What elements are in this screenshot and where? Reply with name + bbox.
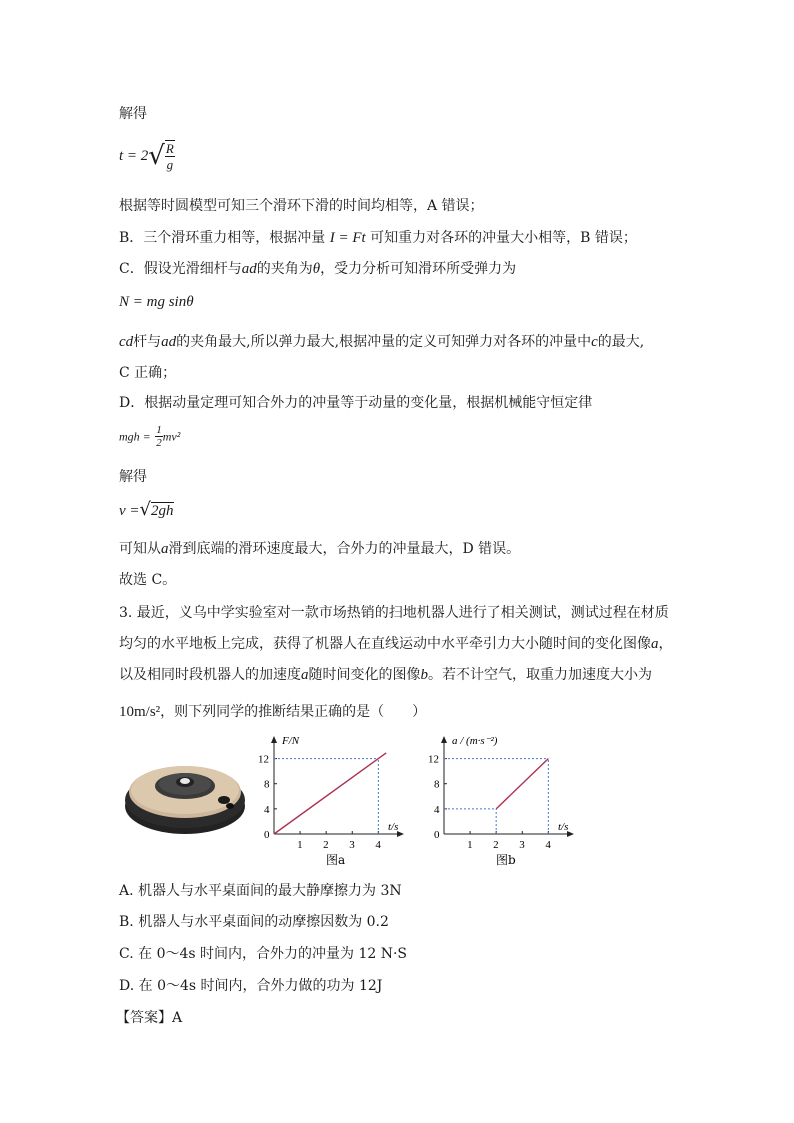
q3-2a: a (651, 636, 659, 652)
line-cd-1: cd (119, 334, 134, 350)
text-line-a: 根据等时圆模型可知三个滑环下滑的时间均相等，A 错误； (119, 198, 484, 214)
chart-b-y-arrow (441, 736, 447, 743)
chart-b-y-tick-label: 8 (434, 778, 440, 791)
question-3-line-1: 3. 最近，义乌中学实验室对一款市场热销的扫地机器人进行了相关测试，测试过程在材质 (119, 605, 669, 621)
q3-3d: 。若不计空气，取重力加速度大小为 (428, 667, 652, 683)
option-c[interactable]: C. 在 0～4s 时间内，合外力的冲量为 12 N·S (119, 946, 408, 962)
line-cd-6: 的最大, (597, 334, 645, 350)
chart-b-x-tick-label: 2 (493, 839, 499, 851)
chart-a-caption: 图a (326, 853, 346, 867)
line-b-post: 可知重力对各环的冲量大小相等，B 错误； (370, 230, 637, 246)
text-line-cd (119, 332, 644, 352)
line-c-mid: 的夹角为 (256, 261, 313, 277)
line-cd-4: 的夹角最大,所以弹力最大,根据冲量的定义可知弹力对各环的冲量中 (176, 334, 592, 350)
robot-vacuum-icon (120, 748, 250, 838)
q3-2: 均匀的水平地板上完成，获得了机器人在直线运动中水平牵引力大小随时间的变化图像 (119, 636, 651, 652)
q3-3a: a (301, 667, 309, 683)
chart-b-y-label: a / (m·s⁻²) (452, 735, 498, 747)
equation-v (119, 500, 174, 521)
text-line-v (119, 539, 520, 559)
text-c-correct: C 正确； (119, 365, 177, 381)
eq-t-left: t = 2 (119, 148, 149, 164)
question-3-line-3 (119, 665, 652, 685)
text-select: 故选 C。 (119, 572, 177, 588)
equation-n: N = mg sinθ (119, 294, 194, 310)
question-3-line-2 (119, 634, 673, 654)
chart-a-y-label: F/N (282, 735, 300, 747)
eq-mgh-left: mgh = (119, 429, 151, 444)
chart-b-y-tick-label: 12 (428, 753, 439, 766)
chart-b-x-label: t/s (558, 821, 569, 833)
eq-t-den: g (166, 157, 174, 172)
chart-b-y-tick-label: 4 (434, 803, 440, 816)
answer-label: 【答案】 (116, 1010, 172, 1026)
chart-a-x-tick-label: 1 (297, 839, 303, 851)
line-c-ad: ad (241, 261, 257, 277)
q3-3b: 随时间变化的图像 (308, 667, 421, 683)
text-jiede-1: 解得 (119, 106, 147, 122)
line-b-eq: I = Ft (329, 230, 366, 246)
line-v-a: a (161, 541, 169, 557)
chart-a-y-tick-label: 8 (264, 778, 270, 791)
text-line-b (119, 228, 637, 248)
chart-a-series-extension (378, 753, 386, 759)
eq-t-num: R (165, 141, 174, 156)
equation-mgh (119, 424, 180, 458)
chart-b-caption: 图b (496, 853, 516, 867)
q3-3c: b (420, 667, 428, 683)
chart-a-y-arrow (271, 736, 277, 743)
chart-b (422, 734, 582, 870)
line-v-post: 滑到底端的滑环速度最大，合外力的冲量最大，D 错误。 (168, 541, 521, 557)
text-jiede-2: 解得 (119, 469, 147, 485)
line-cd-3: ad (161, 334, 177, 350)
chart-a-y-tick-label: 12 (258, 753, 269, 766)
line-c-theta: θ (312, 261, 321, 277)
answer-line (116, 1008, 182, 1028)
chart-b-x-tick-label: 1 (467, 839, 473, 851)
answer-value: A (172, 1010, 183, 1026)
q3-4b: ，则下列同学的推断结果正确的是（ ） (160, 704, 427, 720)
eq-mgh-right: mv² (162, 429, 181, 444)
equation-t (119, 140, 175, 180)
line-v-pre: 可知从 (119, 541, 161, 557)
option-d[interactable]: D. 在 0～4s 时间内，合外力做的功为 12J (119, 978, 383, 994)
chart-a-origin-label: 0 (264, 829, 270, 841)
chart-b-origin-label: 0 (434, 829, 440, 841)
q3-3: 以及相同时段机器人的加速度 (119, 667, 301, 683)
option-a[interactable]: A. 机器人与水平桌面间的最大静摩擦力为 3N (119, 883, 402, 899)
eq-mgh-den: 2 (156, 437, 162, 449)
sqrt-sign: √ (148, 141, 165, 171)
q3-4a: 10m/s² (119, 704, 161, 720)
q3-2b: ， (658, 636, 673, 652)
chart-a-x-tick-label: 4 (375, 839, 381, 851)
text-line-c (119, 259, 516, 279)
option-b[interactable]: B. 机器人与水平桌面间的动摩擦因数为 0.2 (119, 914, 389, 930)
chart-a-y-tick-label: 4 (264, 803, 270, 816)
line-b-pre: B．三个滑环重力相等，根据冲量 (119, 230, 326, 246)
eq-mgh-num: 1 (156, 424, 162, 436)
eq-v-left: v = (119, 503, 140, 519)
eq-v-rad: 2gh (151, 503, 174, 519)
chart-a-x-tick-label: 3 (349, 839, 355, 851)
question-3-line-4 (119, 702, 426, 722)
line-c-post: ，受力分析可知滑环所受弹力为 (320, 261, 517, 277)
chart-a-x-tick-label: 2 (323, 839, 329, 851)
chart-b-x-tick-label: 4 (545, 839, 551, 851)
line-cd-5: c (591, 334, 598, 350)
chart-b-x-tick-label: 3 (519, 839, 525, 851)
line-cd-2: 杆与 (133, 334, 162, 350)
line-c-pre: C．假设光滑细杆与 (119, 261, 242, 277)
sqrt-sign-v: √ (139, 499, 152, 520)
chart-b-series-line (496, 759, 548, 809)
chart-a-series-line (274, 759, 378, 834)
chart-a-x-label: t/s (388, 821, 399, 833)
text-line-d: D．根据动量定理可知合外力的冲量等于动量的变化量，根据机械能守恒定律 (119, 395, 593, 411)
chart-a (252, 734, 412, 870)
